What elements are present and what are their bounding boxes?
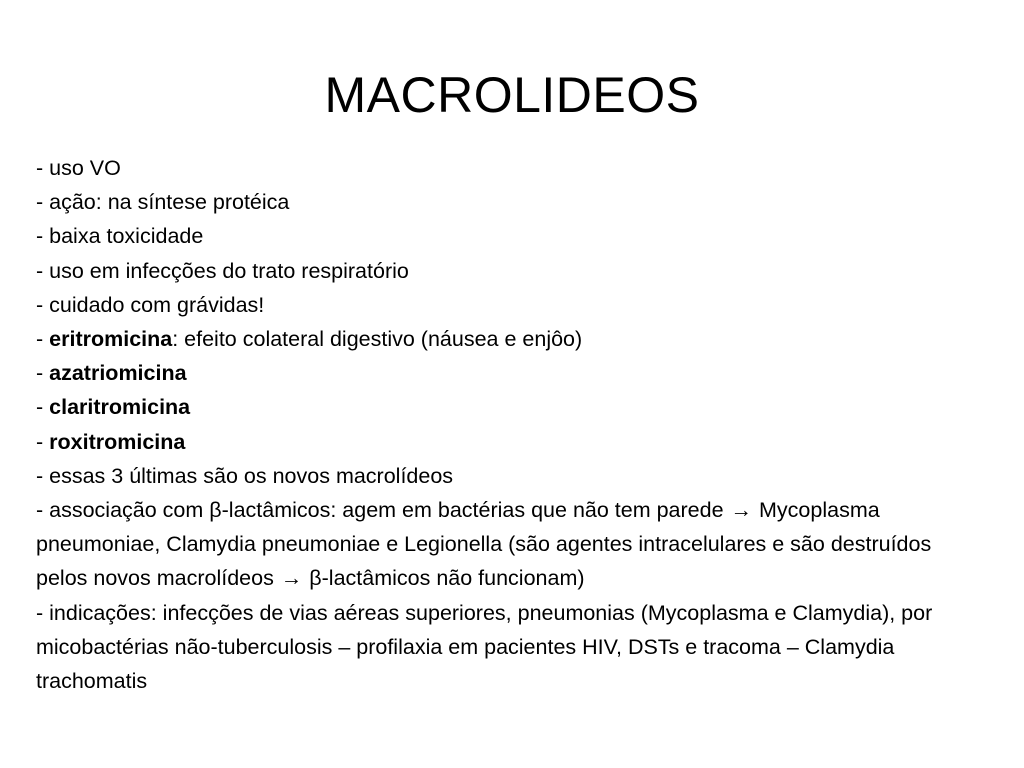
bullet-claritromicina xyxy=(36,390,986,424)
bullet-indicacoes: - indicações: infecções de vias aéreas superiores, pneumonias (Mycoplasma e Clamydia), por micobactérias não-tuberculosis – profilaxia em pacientes HIV, DSTs e tracoma – Clamydia trachomatis xyxy=(36,600,933,694)
bullet-uso-vo: - uso VO xyxy=(36,156,121,180)
bullet-dash: - xyxy=(36,327,50,352)
bullet-gravidas: - cuidado com grávidas! xyxy=(36,292,265,317)
drug-roxitromicina: roxitromicina xyxy=(49,429,186,454)
associacao-part-1: - associação com β-lactâmicos: agem em bactérias que não tem parede xyxy=(36,498,730,523)
slide-title: MACROLIDEOS xyxy=(324,67,700,123)
bullet-eritromicina xyxy=(36,322,986,356)
bullet-dash: - xyxy=(36,361,50,386)
bullet-azatriomicina xyxy=(36,356,986,390)
bullet-dash: - xyxy=(36,395,50,420)
bullet-uso-infeccoes: - uso em infecções do trato respiratório xyxy=(36,258,409,283)
associacao-part-3: β-lactâmicos não funcionam) xyxy=(303,566,585,591)
slide-content xyxy=(36,151,986,698)
bullet-dash: - xyxy=(36,429,50,454)
bullet-associacao xyxy=(36,493,986,596)
bullet-novos-macrolideos: - essas 3 últimas são os novos macrolídeos xyxy=(36,463,454,488)
associacao-part-2: Mycoplasma pneumoniae, Clamydia pneumoniae e Legionella (são agentes intracelulares e são destruídos pelos novos macrolídeos xyxy=(36,498,932,591)
right-arrow-icon: → xyxy=(730,498,753,523)
bullet-acao: - ação: na síntese protéica xyxy=(36,190,290,215)
drug-eritromicina: eritromicina xyxy=(49,327,173,352)
drug-claritromicina: claritromicina xyxy=(49,395,191,420)
drug-azatriomicina: azatriomicina xyxy=(49,361,187,386)
right-arrow-icon: → xyxy=(280,566,303,591)
eritromicina-description: : efeito colateral digestivo (náusea e enjôo) xyxy=(172,327,583,352)
bullet-roxitromicina xyxy=(36,425,986,459)
bullet-toxicidade: - baixa toxicidade xyxy=(36,224,204,249)
